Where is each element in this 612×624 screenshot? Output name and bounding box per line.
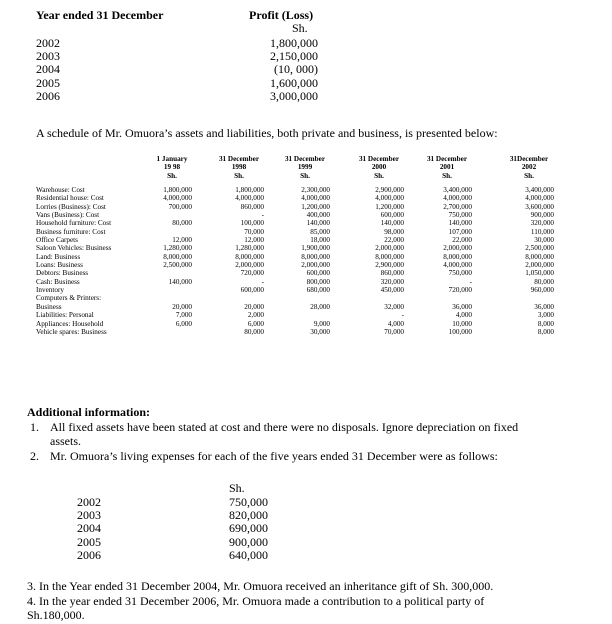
schedule-cell: 4,000,000: [163, 194, 192, 203]
schedule-cell: 85,000: [310, 227, 330, 236]
schedule-row-labels: [36, 186, 111, 336]
col-header-line1: 31December: [509, 155, 549, 163]
schedule-col-5: [418, 186, 472, 336]
schedule-cell: 32,000: [384, 302, 404, 311]
schedule-cell: 860,000: [380, 269, 404, 278]
schedule-cell: [350, 294, 404, 302]
schedule-cell: 8,000,000: [443, 252, 472, 261]
col-header-line2: 2001: [439, 163, 455, 172]
schedule-cell: 8,000,000: [375, 252, 404, 261]
col-header-unit: Sh.: [234, 171, 244, 180]
schedule-cell: 22,000: [384, 236, 404, 245]
schedule-cell: 80,000: [244, 327, 264, 336]
schedule-cell: 4,000: [387, 319, 404, 328]
schedule-cell: 1,900,000: [301, 244, 330, 253]
col-header-line2: 1998: [231, 163, 247, 172]
schedule-row-label: Warehouse: Cost: [36, 186, 85, 194]
schedule-cell: 20,000: [244, 302, 264, 311]
schedule-cell: 1,800,000: [235, 186, 264, 194]
schedule-cell: 750,000: [448, 211, 472, 220]
schedule-cell: -: [261, 211, 264, 220]
profit-year: 2005: [36, 75, 60, 90]
schedule-cell: 3,400,000: [443, 186, 472, 194]
col-header-line2: 1999: [297, 163, 313, 172]
col-header-1: [148, 155, 196, 180]
schedule-cell: 140,000: [380, 219, 404, 228]
schedule-cell: 750,000: [448, 269, 472, 278]
schedule-cell: 9,000: [313, 319, 330, 328]
schedule-cell: 140,000: [306, 219, 330, 228]
schedule-cell: 70,000: [384, 327, 404, 336]
schedule-cell: 600,000: [240, 286, 264, 295]
schedule-cell: 80,000: [534, 277, 554, 286]
schedule-cell: 80,000: [172, 219, 192, 228]
schedule-cell: 4,000: [455, 311, 472, 320]
schedule-cell: 12,000: [244, 236, 264, 245]
schedule-cell: 1,200,000: [301, 202, 330, 211]
schedule-cell: [140, 211, 192, 219]
col-header-line2: 2002: [521, 163, 537, 172]
schedule-cell: 1,280,000: [235, 244, 264, 253]
schedule-cell: 2,000,000: [375, 244, 404, 253]
schedule-cell: 70,000: [244, 227, 264, 236]
col-header-2: [210, 155, 268, 180]
schedule-cell: 6,000: [175, 319, 192, 328]
schedule-cell: 2,000,000: [301, 261, 330, 270]
living-values: [229, 495, 268, 561]
schedule-cell: 1,280,000: [163, 244, 192, 253]
schedule-cell: 720,000: [240, 269, 264, 278]
schedule-cell: 2,500,000: [163, 261, 192, 270]
schedule-cell: 700,000: [168, 202, 192, 211]
schedule-cell: 22,000: [452, 236, 472, 245]
schedule-cell: 8,000,000: [525, 252, 554, 261]
schedule-cell: [276, 294, 330, 302]
schedule-cell: 8,000: [537, 327, 554, 336]
schedule-cell: 100,000: [448, 327, 472, 336]
schedule-cell: [140, 328, 192, 336]
schedule-row-label: Land: Business: [36, 252, 81, 261]
schedule-cell: 400,000: [306, 211, 330, 220]
schedule-cell: 4,000,000: [235, 194, 264, 203]
schedule-cell: [140, 294, 192, 302]
schedule-cell: [140, 269, 192, 277]
schedule-cell: 3,600,000: [525, 202, 554, 211]
schedule-cell: 320,000: [380, 277, 404, 286]
schedule-col-2: [210, 186, 264, 336]
schedule-cell: 450,000: [380, 286, 404, 295]
schedule-cell: 4,000,000: [443, 261, 472, 270]
col-header-6: [500, 155, 558, 180]
col-header-line1: 1 January: [156, 155, 188, 163]
living-years: [77, 495, 101, 561]
schedule-cell: 2,700,000: [443, 202, 472, 211]
col-header-4: [350, 155, 408, 180]
schedule-cell: 900,000: [530, 211, 554, 220]
profit-value: 1,800,000: [270, 36, 318, 50]
schedule-cell: [500, 294, 554, 302]
schedule-cell: 2,900,000: [375, 261, 404, 270]
item2-number: 2.: [30, 449, 39, 463]
schedule-row-label: Residential house: Cost: [36, 194, 104, 203]
schedule-row-label: Lorries (Business): Cost: [36, 202, 106, 211]
schedule-cell: 30,000: [534, 236, 554, 245]
col-header-3: [276, 155, 334, 180]
living-value: 820,000: [229, 508, 268, 523]
profit-value: 3,000,000: [270, 88, 318, 103]
schedule-cell: 800,000: [306, 277, 330, 286]
schedule-cell: 2,300,000: [301, 186, 330, 194]
col-header-unit: Sh.: [167, 171, 177, 180]
note-4-line1: 4. In the year ended 31 December 2006, Mr. Omuora made a contribution to a political party of: [27, 594, 485, 608]
profit-value: (10, 000): [274, 62, 318, 77]
living-value: 900,000: [229, 534, 268, 549]
schedule-intro: A schedule of Mr. Omuora’s assets and liabilities, both private and business, is presented below:: [36, 126, 498, 140]
col-header-line2: 2000: [371, 163, 387, 172]
col-header-unit: Sh.: [374, 171, 384, 180]
living-year: 2002: [77, 495, 101, 509]
schedule-cell: 28,000: [310, 302, 330, 311]
col-header-unit: Sh.: [442, 171, 452, 180]
schedule-cell: 110,000: [530, 227, 554, 236]
schedule-cell: 20,000: [172, 302, 192, 311]
schedule-cell: 8,000,000: [235, 252, 264, 261]
schedule-cell: [276, 311, 330, 319]
schedule-cell: 140,000: [168, 277, 192, 286]
schedule-cell: 600,000: [306, 269, 330, 278]
item1-line1: All fixed assets have been stated at cost and there were no disposals. Ignore depreciation on fixed: [50, 420, 519, 434]
additional-heading: Additional information:: [27, 405, 151, 419]
schedule-row-label: Vehicle spares: Business: [36, 327, 107, 336]
living-year: 2003: [77, 508, 101, 523]
schedule-cell: -: [261, 277, 264, 286]
schedule-cell: -: [401, 311, 404, 320]
item2-text: Mr. Omuora’s living expenses for each of the five years ended 31 December were as follows:: [50, 449, 498, 463]
schedule-cell: 3,400,000: [525, 186, 554, 194]
schedule-row-label: Liabilities: Personal: [36, 311, 94, 320]
schedule-cell: 36,000: [534, 302, 554, 311]
schedule-cell: 860,000: [240, 202, 264, 211]
schedule-cell: 18,000: [310, 236, 330, 245]
profit-header: Profit (Loss): [249, 8, 314, 22]
living-year: 2004: [77, 521, 101, 536]
schedule-cell: -: [469, 277, 472, 286]
col-header-unit: Sh.: [524, 171, 534, 180]
schedule-cell: 1,050,000: [525, 269, 554, 278]
schedule-cell: 4,000,000: [375, 194, 404, 203]
schedule-row-label: Saloon Vehicles: Business: [36, 244, 112, 253]
profit-year: 2003: [36, 49, 60, 64]
schedule-cell: 960,000: [530, 286, 554, 295]
schedule-cell: 2,000: [247, 311, 264, 320]
schedule-cell: 320,000: [530, 219, 554, 228]
schedule-cell: 3,000: [537, 311, 554, 320]
item1-line2: assets.: [50, 434, 81, 448]
living-unit: Sh.: [229, 481, 245, 495]
living-year: 2005: [77, 534, 101, 549]
schedule-cell: 680,000: [306, 286, 330, 295]
schedule-row-label: Appliances: Household: [36, 319, 104, 328]
schedule-row-label: Business furniture: Cost: [36, 227, 106, 236]
col-header-line1: 31 December: [426, 155, 468, 163]
profit-year: 2006: [36, 88, 60, 103]
schedule-cell: 100,000: [240, 219, 264, 228]
schedule-cell: 107,000: [448, 227, 472, 236]
schedule-cell: [140, 228, 192, 236]
profit-value: 1,600,000: [270, 75, 318, 90]
col-header-line1: 31 December: [358, 155, 400, 163]
note-4-line2: Sh.180,000.: [27, 608, 85, 622]
col-header-line2: 19 98: [163, 163, 181, 172]
schedule-cell: 98,000: [384, 227, 404, 236]
col-header-unit: Sh.: [300, 171, 310, 180]
schedule-row-label: Loans: Business: [36, 261, 83, 270]
schedule-cell: 10,000: [452, 319, 472, 328]
schedule-col-1: [140, 186, 192, 336]
schedule-col-4: [350, 186, 404, 336]
schedule-row-label: Inventory: [36, 286, 64, 295]
schedule-row-label: Vans (Business): Cost: [36, 211, 100, 220]
schedule-cell: 4,000,000: [443, 194, 472, 203]
living-value: 690,000: [229, 521, 268, 536]
schedule-cell: 2,000,000: [443, 244, 472, 253]
schedule-cell: 140,000: [448, 219, 472, 228]
schedule-cell: 8,000,000: [163, 252, 192, 261]
schedule-cell: [140, 286, 192, 294]
profit-year: 2002: [36, 36, 60, 50]
note-3: 3. In the Year ended 31 December 2004, Mr. Omuora received an inheritance gift of Sh. 300,000.: [27, 579, 494, 593]
schedule-cell: 30,000: [310, 327, 330, 336]
schedule-row-label: Business: [36, 302, 62, 311]
schedule-cell: 2,900,000: [375, 186, 404, 194]
schedule-cell: 8,000,000: [301, 252, 330, 261]
schedule-row-label: Computers & Printers:: [36, 294, 102, 303]
item1-number: 1.: [30, 420, 39, 434]
schedule-cell: 12,000: [172, 236, 192, 245]
schedule-cell: [418, 294, 472, 302]
profit-year-header: Year ended 31 December: [36, 8, 164, 22]
schedule-cell: 36,000: [452, 302, 472, 311]
schedule-cell: 1,200,000: [375, 202, 404, 211]
schedule-cell: 1,800,000: [163, 186, 192, 194]
profit-value: 2,150,000: [270, 49, 318, 64]
col-header-5: [418, 155, 476, 180]
schedule-row-label: Office Carpets: [36, 236, 78, 245]
schedule-cell: 7,000: [175, 311, 192, 320]
schedule-cell: 2,000,000: [235, 261, 264, 270]
schedule-cell: 2,500,000: [525, 244, 554, 253]
schedule-cell: 8,000: [537, 319, 554, 328]
profit-year: 2004: [36, 62, 60, 77]
schedule-cell: [210, 294, 264, 302]
schedule-cell: 4,000,000: [301, 194, 330, 203]
profit-unit: Sh.: [292, 21, 308, 35]
col-header-line1: 31 December: [284, 155, 326, 163]
schedule-cell: 600,000: [380, 211, 404, 220]
schedule-cell: 6,000: [247, 319, 264, 328]
schedule-cell: 2,000,000: [525, 261, 554, 270]
living-value: 750,000: [229, 495, 268, 509]
schedule-row-label: Cash: Business: [36, 277, 80, 286]
living-value: 640,000: [229, 547, 268, 562]
living-year: 2006: [77, 547, 101, 562]
col-header-line1: 31 December: [218, 155, 260, 163]
schedule-col-3: [276, 186, 330, 336]
schedule-row-label: Household furniture: Cost: [36, 219, 112, 228]
schedule-cell: 720,000: [448, 286, 472, 295]
schedule-col-6: [500, 186, 554, 336]
schedule-row-label: Debtors: Business: [36, 269, 89, 278]
schedule-cell: 4,000,000: [525, 194, 554, 203]
